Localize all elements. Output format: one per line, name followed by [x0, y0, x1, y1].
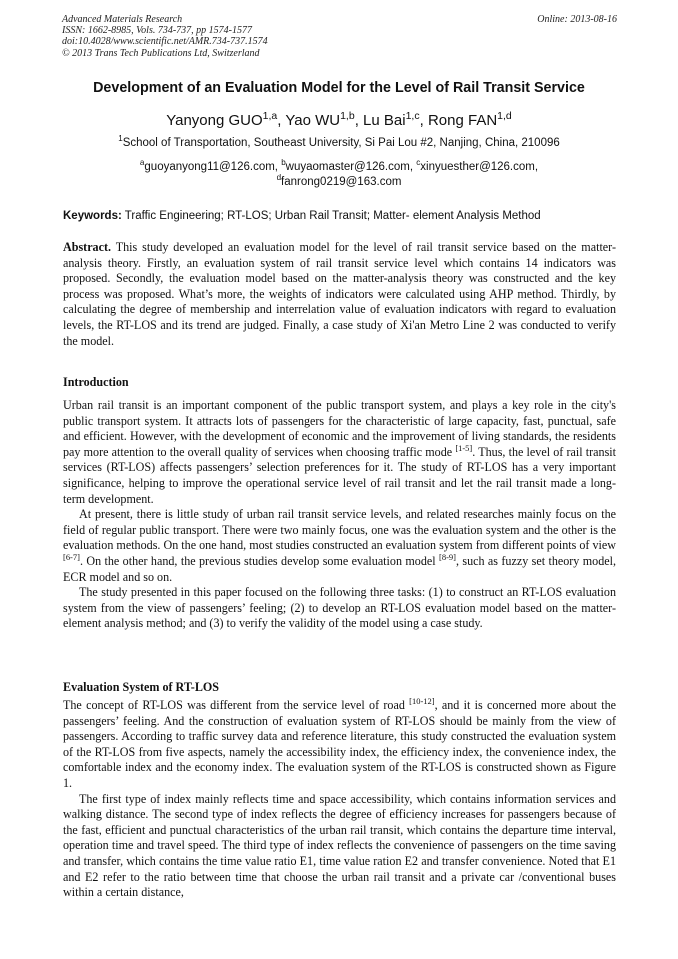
author-sup: 1,a: [262, 110, 278, 122]
keywords-text: Traffic Engineering; RT-LOS; Urban Rail Transit; Matter- element Analysis Method: [124, 210, 541, 222]
text-run: At present, there is little study of urban rail transit service levels, and related researches mainly focus on the field of regular public transport. There were two mainly focus, one was the evaluation system and the other is the evaluation methods. On the one hand, most studies constructed an evaluation system from different points of view: [63, 507, 616, 553]
affiliation-text: School of Transportation, Southeast University, Si Pai Lou #2, Nanjing, China, 210096: [122, 137, 560, 149]
affiliation-sup: 1: [118, 134, 123, 144]
author-name: Lu Bai: [363, 112, 406, 129]
text-run: , such as fuzzy set theory model, ECR model and so on.: [63, 553, 616, 584]
text-run: . Thus, the level of rail transit services (RT-LOS) affects passengers’ selection preferences for it. The study of RT-LOS has a very important significance, helping to improve the operational service level of rail transit and let the rail transit made a long-term development.: [63, 444, 616, 506]
email-sup: d: [276, 172, 282, 182]
abstract-text: This study developed an evaluation model for the level of rail transit service based on the matter-analysis theory. Firstly, an evaluation system of rail transit service level which contains 14 indicators was proposed. Secondly, the evaluation model based on the matter-analysis theory was constructed and the key process was proposed. What’s more, the weights of indicators were calculated using AHP method. Thirdly, by calculating the degree of membership and interrelation value of evaluation indicators with regard to evaluation levels, the RT-LOS and its trend are judged. Finally, a case study of Xi'an Metro Line 2 was conducted to verify the model.: [63, 240, 616, 348]
issn-line: ISSN: 1662-8985, Vols. 734-737, pp 1574-1577: [62, 25, 252, 37]
text-run: The concept of RT-LOS was different from the service level of road: [63, 698, 410, 712]
author-sup: 1,d: [497, 110, 512, 122]
citation: [10-12]: [409, 695, 435, 706]
abstract-label: Abstract.: [63, 240, 112, 254]
paragraph: The study presented in this paper focused on the following three tasks: (1) to construct an RT-LOS evaluation system from the view of passengers’ feeling; (2) to develop an RT-LOS evaluation model based on the matter-element analysis method; and (3) to verify the validity of the model using a case study.: [63, 585, 616, 631]
journal-name: Advanced Materials Research: [62, 14, 183, 25]
section-heading-evaluation-system: Evaluation System of RT-LOS: [63, 680, 220, 694]
citation: [8-9]: [439, 551, 456, 562]
introduction-body: [63, 398, 616, 632]
author-list: Yanyong GUO$^{1,a}$, Yao WU$^{1,b}$, Lu Bai$^{1,c}$, Rong FAN$^{1,d}$: [166, 110, 512, 129]
online-date: Online: 2013-08-16: [537, 14, 617, 25]
paragraph: [63, 398, 616, 507]
text-run: Urban rail transit is an important component of the public transport system, and plays a key role in the city's public transport system. It attracts lots of passengers for the characteristic of large capacity, fast, punctual, safe and efficient. However, with the development of economic and the improvement of living standards, the residents pay more attention to the overall quality of services when choosing traffic mode: [63, 398, 616, 459]
text-run: . On the other hand, the previous studies develop some evaluation model: [79, 553, 440, 568]
author-sup: 1,b: [340, 110, 355, 122]
paragraph: [63, 507, 616, 585]
keywords: [63, 210, 623, 222]
citation: [1-5]: [455, 442, 473, 453]
affiliation: [30, 134, 648, 149]
copyright-line: © 2013 Trans Tech Publications Ltd, Switzerland: [62, 47, 260, 59]
text-run: , and it is concerned more about the passengers’ feeling. And the construction of evaluation system of RT-LOS should be mainly from the view of passengers. According to traffic survey data and reference literature, this study constructed the evaluation system of the RT-LOS from five aspects, namely the accessibility index, the efficiency index, the convenience index, the comfortable index and the economy index. The evaluation system of the RT-LOS is constructed shown as Figure 1.: [63, 698, 616, 790]
paragraph: The first type of index mainly reflects time and space accessibility, which contains information services and walking distance. The second type of index reflects the degree of efficiency increases for passengers because of the fast, efficient and punctual characteristics of the urban rail transit, which contains the departure time interval, operation time and travel speed. The third type of index reflects the convenience of passengers on the time saving and transfer, which contains the time value ratio E1, time value ration E2 and transfer convenience. Noted that E1 and E2 refer to the ratio between time that choose the urban rail transit and a private car /conventional buses within a certain distance,: [63, 791, 616, 900]
author-sup: 1,c: [405, 110, 420, 122]
section-heading-introduction: Introduction: [63, 375, 129, 389]
email-sup: a: [139, 158, 145, 168]
citation: [6-7]: [63, 551, 80, 562]
author-name: Rong FAN: [427, 112, 498, 129]
abstract: [63, 240, 616, 349]
email-list: $^a$guoyanyong11@126.com, $^b$wuyaomaster@126.com, $^c$xinyuesther@126.com, $^d$fanrong0219@163.com: [139, 158, 539, 188]
author-name: Yao WU: [285, 112, 341, 129]
paragraph: [63, 695, 616, 792]
email-link[interactable]: wuyaomaster@126.com: [285, 161, 410, 173]
email-sup: c: [416, 158, 421, 168]
evaluation-system-body: [63, 695, 616, 901]
email-link[interactable]: xinyuesther@126.com: [420, 161, 535, 173]
email-link[interactable]: fanrong0219@163.com: [281, 175, 402, 188]
journal-header: [62, 14, 617, 59]
paper-title: Development of an Evaluation Model for the Level of Rail Transit Service: [93, 80, 585, 96]
author-name: Yanyong GUO: [166, 112, 263, 129]
keywords-label: Keywords:: [63, 210, 122, 222]
email-sup: b: [281, 158, 286, 168]
email-link[interactable]: guoyanyong11@126.com: [144, 161, 275, 173]
doi-line: doi:10.4028/www.scientific.net/AMR.734-737.1574: [62, 36, 268, 48]
